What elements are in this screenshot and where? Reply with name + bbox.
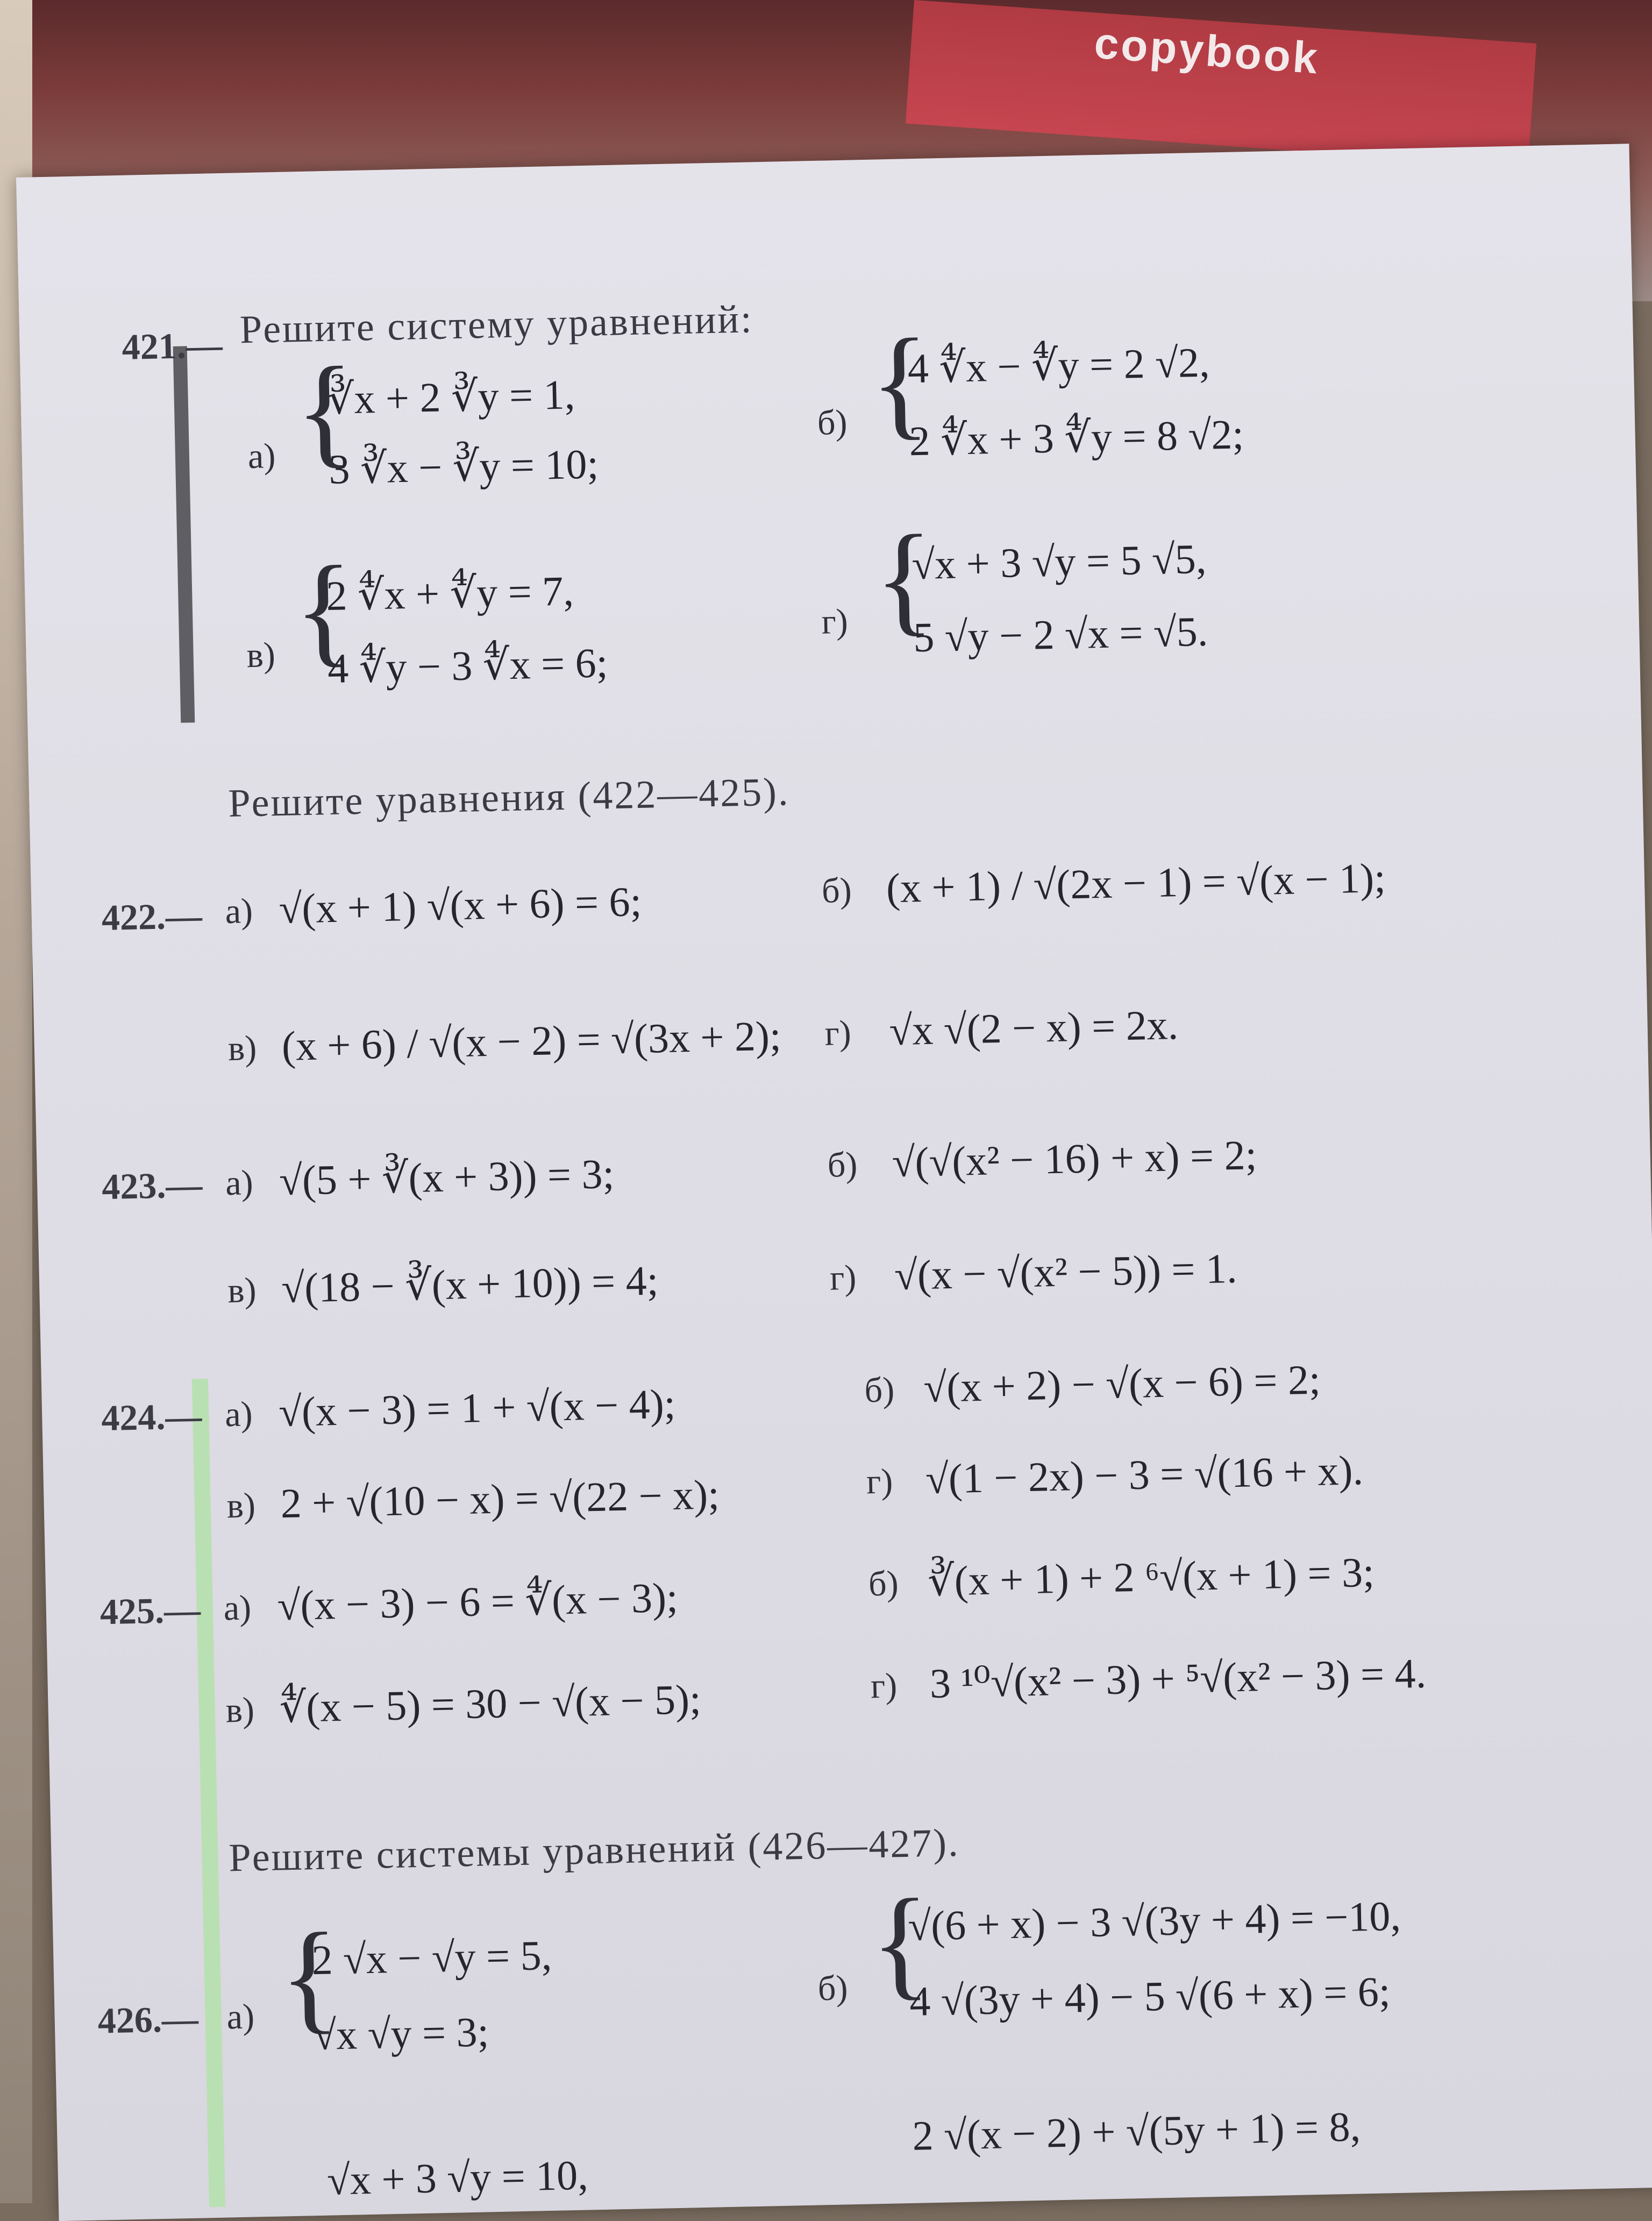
label-423-v: в): [227, 1271, 257, 1311]
equation-424-a: √(x − 3) = 1 + √(x − 4);: [278, 1380, 677, 1436]
textbook-page: [16, 144, 1652, 2221]
heading-426-427: Решите системы уравнений (426—427).: [228, 1820, 960, 1881]
label-423-a: а): [225, 1163, 254, 1203]
exercise-number-421: 421.—: [121, 324, 223, 367]
brace-421-v: {: [293, 540, 355, 679]
equation-426-b-2: 4 √(3y + 4) − 5 √(6 + x) = 6;: [909, 1968, 1391, 2025]
equation-421-b-1: 4 ∜x − ∜y = 2 √2,: [907, 338, 1210, 392]
section-marker-green: [192, 1379, 225, 2207]
equation-423-b: √(√(x² − 16) + x) = 2;: [891, 1131, 1258, 1186]
equation-422-v: (x + 6) / √(x − 2) = √(3x + 2);: [281, 1012, 782, 1070]
equation-426-g-1-partial: 2 √(x − 2) + √(5y + 1) = 8,: [912, 2103, 1361, 2159]
label-425-a: а): [223, 1588, 252, 1628]
equation-421-g-2: 5 √y − 2 √x = √5.: [913, 607, 1208, 661]
brace-421-b: {: [868, 313, 931, 451]
equation-421-g-1: √x + 3 √y = 5 √5,: [911, 535, 1207, 588]
label-426-b: б): [817, 1968, 849, 2009]
brace-421-a: {: [294, 340, 357, 480]
exercise-number-425: 425.—: [99, 1589, 201, 1633]
equation-425-a: √(x − 3) − 6 = ∜(x − 3);: [276, 1573, 679, 1629]
equation-421-v-1: 2 ∜x + ∜y = 7,: [325, 567, 574, 620]
label-421-a: а): [247, 436, 276, 477]
label-425-v: в): [225, 1690, 255, 1730]
label-424-b: б): [864, 1370, 895, 1410]
equation-423-g: √(x − √(x² − 5)) = 1.: [894, 1244, 1238, 1299]
copybook-label: copybook: [1093, 18, 1321, 83]
label-425-g: г): [870, 1666, 898, 1706]
section-marker-dark: [173, 346, 195, 722]
label-424-a: а): [224, 1394, 253, 1435]
equation-421-b-2: 2 ∜x + 3 ∜y = 8 √2;: [908, 410, 1244, 465]
label-422-v: в): [227, 1028, 257, 1069]
equation-426-v-1-partial: √x + 3 √y = 10,: [326, 2151, 589, 2204]
brace-426-b: {: [869, 1873, 932, 2012]
equation-422-a: √(x + 1) √(x + 6) = 6;: [278, 877, 642, 933]
exercise-number-424: 424.—: [101, 1395, 203, 1439]
equation-422-g: √x √(2 − x) = 2x.: [888, 1001, 1179, 1054]
label-424-g: г): [866, 1461, 893, 1502]
equation-426-a-1: 2 √x − √y = 5,: [311, 1931, 552, 1984]
exercise-number-426: 426.—: [97, 1998, 199, 2041]
equation-422-b: (x + 1) / √(2x − 1) = √(x − 1);: [886, 854, 1386, 912]
label-422-g: г): [824, 1013, 852, 1053]
equation-421-v-2: 4 ∜y − 3 ∜x = 6;: [327, 639, 609, 692]
equation-424-g: √(1 − 2x) − 3 = √(16 + x).: [925, 1446, 1364, 1503]
label-426-a: а): [226, 1997, 255, 2037]
equation-421-a-2: 3 ∛x − ∛y = 10;: [328, 440, 599, 493]
equation-424-b: √(x + 2) − √(x − 6) = 2;: [923, 1356, 1321, 1411]
equation-425-v: ∜(x − 5) = 30 − √(x − 5);: [279, 1675, 702, 1732]
label-424-v: в): [226, 1486, 256, 1526]
brace-421-g: {: [873, 509, 936, 648]
equation-425-g: 3 ¹⁰√(x² − 3) + ⁵√(x² − 3) = 4.: [929, 1649, 1427, 1707]
label-421-v: в): [246, 635, 276, 676]
label-423-g: г): [829, 1258, 857, 1298]
label-421-g: г): [821, 601, 849, 642]
brace-426-a: {: [278, 1907, 341, 2046]
label-422-b: б): [821, 870, 852, 911]
exercise-number-422: 422.—: [101, 895, 203, 938]
equation-421-a-1: ∛x + 2 ∛y = 1,: [326, 371, 575, 423]
label-421-b: б): [817, 402, 848, 443]
label-422-a: а): [224, 891, 253, 932]
equation-424-v: 2 + √(10 − x) = √(22 − x);: [280, 1471, 720, 1527]
equation-423-a: √(5 + ∛(x + 3)) = 3;: [279, 1150, 615, 1204]
label-423-b: б): [827, 1145, 858, 1185]
equation-423-v: √(18 − ∛(x + 10)) = 4;: [281, 1257, 659, 1312]
label-425-b: б): [868, 1564, 899, 1604]
exercise-number-423: 423.—: [101, 1164, 203, 1208]
equation-426-b-1: √(6 + x) − 3 √(3y + 4) = −10,: [907, 1892, 1401, 1949]
heading-421: Решите систему уравнений:: [239, 297, 754, 352]
equation-425-b: ∛(x + 1) + 2 ⁶√(x + 1) = 3;: [927, 1548, 1375, 1605]
heading-422-425: Решите уравнения (422—425).: [227, 770, 791, 826]
equation-426-a-2: √x √y = 3;: [312, 2008, 490, 2059]
